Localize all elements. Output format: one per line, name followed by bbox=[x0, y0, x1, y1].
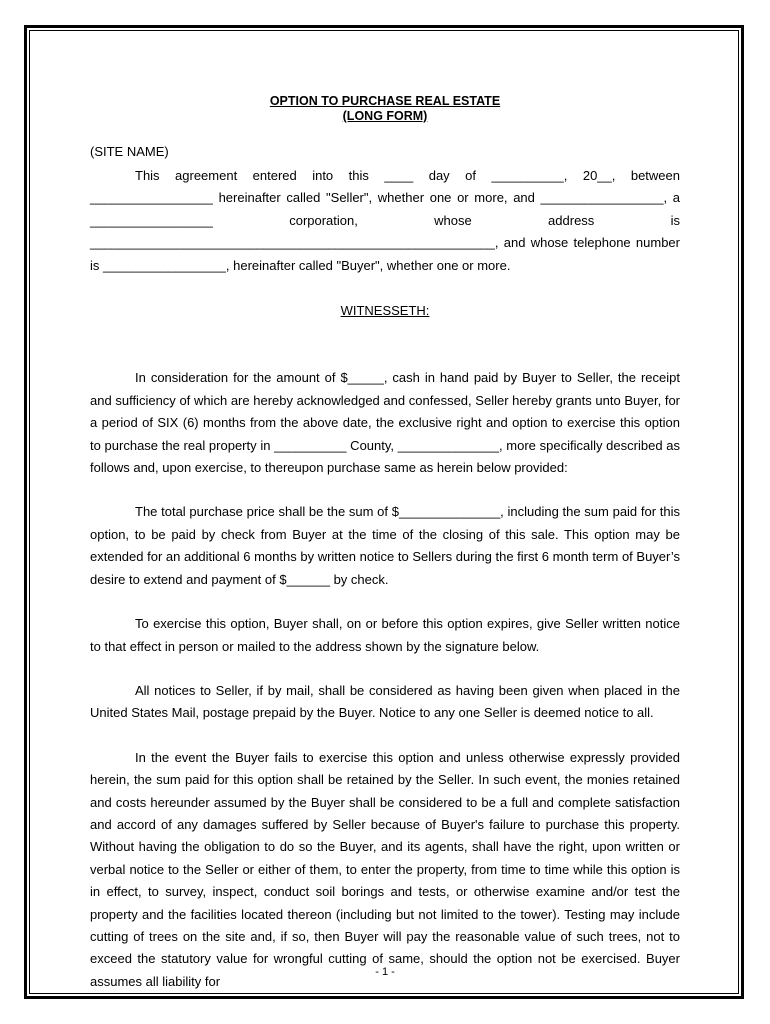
spacer bbox=[90, 479, 680, 501]
document-subtitle: (LONG FORM) bbox=[342, 109, 428, 123]
purchase-price-paragraph: The total purchase price shall be the sum of $______________, including the sum paid for this option, to be paid by check from Buyer at the time of the closing of this sale. This option may be extended for an additional 6 months by written notice to Sellers during the first 6 month term of Buyer’s desire to extend and payment of $______ by check. bbox=[90, 504, 680, 587]
spacer bbox=[90, 345, 680, 367]
intro-paragraph: This agreement entered into this ____ day of __________, 20__, between _________________ hereinafter called "Seller", whether one or more, and _________________, a _________________ corporation, whose address is ________________________________________________________, and whose telephone number is _________________, hereinafter called "Buyer", whether one or more. bbox=[90, 168, 680, 273]
document-title: OPTION TO PURCHASE REAL ESTATE bbox=[269, 94, 501, 108]
witnesseth-heading: WITNESSETH: bbox=[340, 303, 430, 319]
notices-paragraph: All notices to Seller, if by mail, shall be considered as having been given when placed in the United States Mail, postage prepaid by the Buyer. Notice to any one Seller is deemed notice to all. bbox=[90, 682, 680, 721]
consideration-paragraph: In consideration for the amount of $_____, cash in hand paid by Buyer to Seller, the receipt and sufficiency of which are hereby acknowledged and confessed, Seller hereby grants unto Buyer, for a period of SIX (6) months from the above date, the exclusive right and option to exercise this option to purchase the real property in __________ County, ______________, more specifically described as follows and, upon exercise, to thereupon purchase same as herein below provided: bbox=[90, 370, 680, 476]
spacer bbox=[90, 725, 680, 747]
site-name: (SITE NAME) bbox=[90, 144, 169, 159]
exercise-option-paragraph: To exercise this option, Buyer shall, on or before this option expires, give Seller written notice to that effect in person or mailed to the address shown by the signature below. bbox=[90, 616, 680, 654]
page-number: - 1 - bbox=[375, 966, 395, 978]
document-body bbox=[90, 94, 680, 993]
spacer bbox=[90, 591, 680, 613]
failure-to-exercise-paragraph: In the event the Buyer fails to exercise this option and unless otherwise expressly provided herein, the sum paid for this option shall be retained by the Seller. In such event, the monies retained and costs hereunder assumed by the Buyer shall be considered to be a full and complete satisfaction and accord of any damages suffered by Seller because of Buyer's failure to purchase this property. Without having the obligation to do so the Buyer, and its agents, shall have the right, upon written or verbal notice to the Seller or either of them, to enter the property, from time to time while this option is in effect, to survey, inspect, conduct soil borings and tests, or otherwise examine and/or test the property and the facilities located thereon (including but not limited to the tower). Testing may include cutting of trees on the site and, if so, then Buyer will pay the reasonable value of such trees, not to exceed the statutory value for wrongful cutting of same, should the option not be exercised. Buyer assumes all liability for bbox=[90, 749, 680, 989]
spacer bbox=[90, 658, 680, 680]
